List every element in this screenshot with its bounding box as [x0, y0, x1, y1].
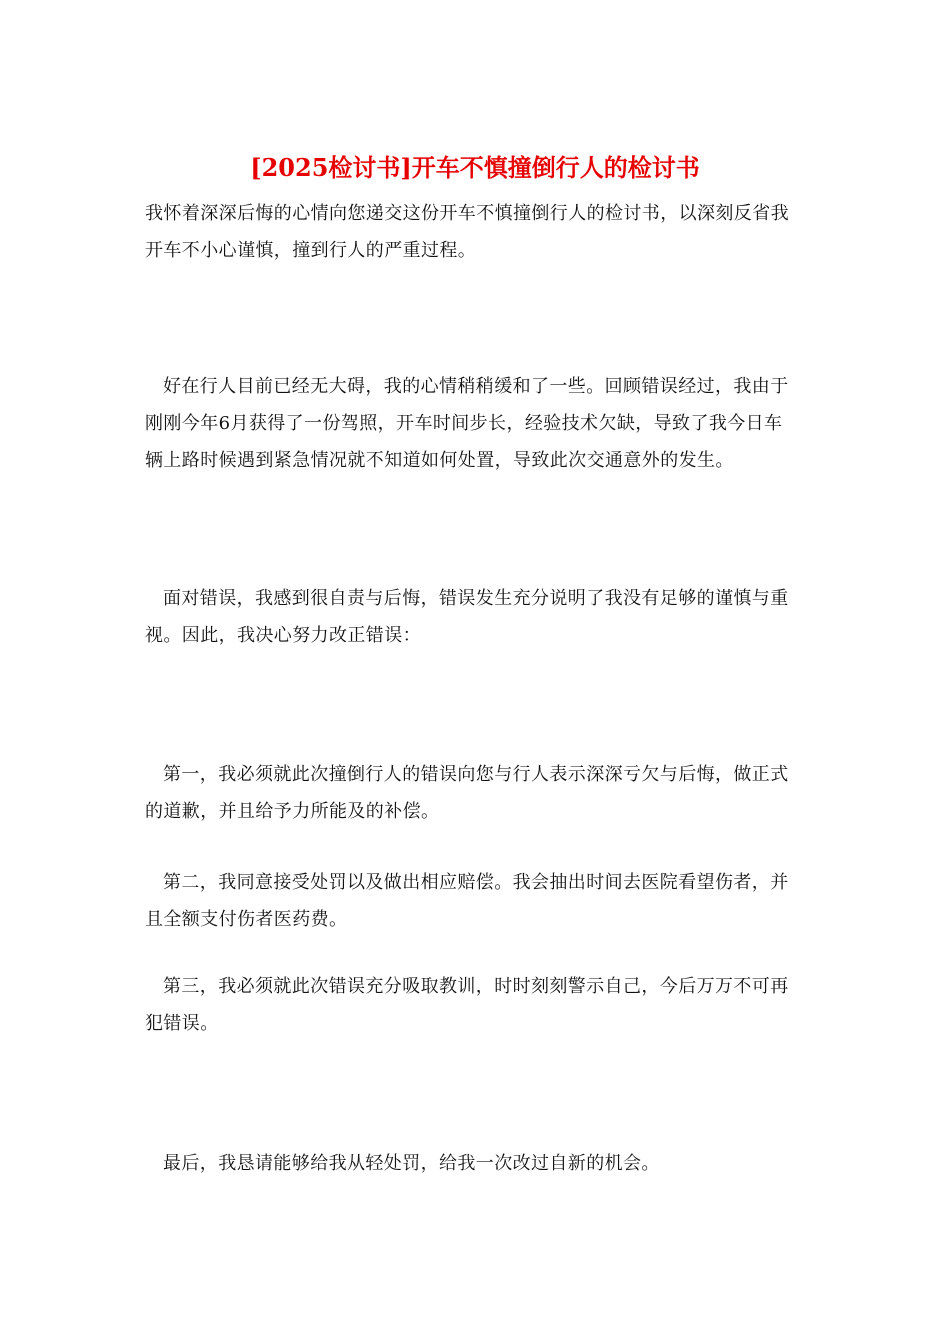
paragraph-resolve: 面对错误，我感到很自责与后悔，错误发生充分说明了我没有足够的谨慎与重视。因此，我决心努力改正错误： [145, 588, 789, 646]
document-title: [2025检讨书]开车不慎撞倒行人的检讨书 [250, 153, 700, 182]
paragraph-third: 第三，我必须就此次错误充分吸取教训，时时刻刻警示自己，今后万万不可再犯错误。 [145, 976, 789, 1034]
paragraph-intro: 我怀着深深后悔的心情向您递交这份开车不慎撞倒行人的检讨书，以深刻反省我开车不小心谨慎，撞到行人的严重过程。 [145, 203, 789, 261]
paragraph-closing: 最后，我恳请能够给我从轻处罚，给我一次改过自新的机会。 [163, 1153, 660, 1174]
paragraph-review: 好在行人目前已经无大碍，我的心情稍稍缓和了一些。回顾错误经过，我由于刚刚今年6月获得了一份驾照，开车时间步长，经验技术欠缺，导致了我今日车辆上路时候遇到紧急情况就不知道如何处置，导致此次交通意外的发生。 [145, 376, 789, 471]
paragraph-second: 第二，我同意接受处罚以及做出相应赔偿。我会抽出时间去医院看望伤者，并且全额支付伤者医药费。 [145, 872, 789, 930]
paragraph-first: 第一，我必须就此次撞倒行人的错误向您与行人表示深深亏欠与后悔，做正式的道歉，并且给予力所能及的补偿。 [145, 764, 789, 822]
